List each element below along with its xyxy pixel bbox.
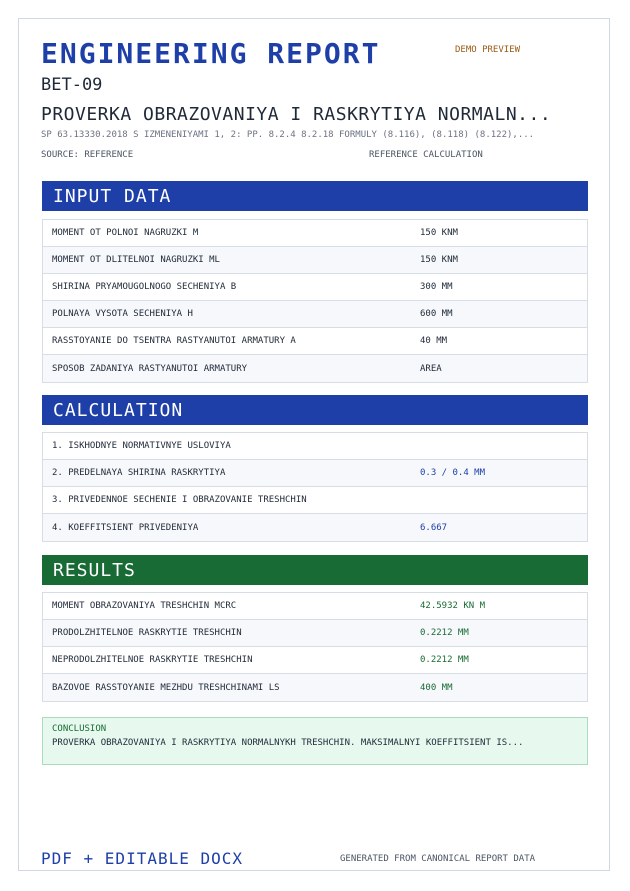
table-row bbox=[43, 514, 587, 541]
row-value: 600 MM bbox=[420, 309, 453, 319]
table-row bbox=[43, 647, 587, 674]
row-value: 40 MM bbox=[420, 336, 448, 346]
row-value: 42.5932 KN M bbox=[420, 601, 486, 611]
row-label: POLNAYA VYSOTA SECHENIYA H bbox=[52, 309, 193, 319]
row-value: 150 KNM bbox=[420, 228, 458, 238]
row-label: PRODOLZHITELNOE RASKRYTIE TRESHCHIN bbox=[52, 628, 242, 638]
row-label: 3. PRIVEDENNOE SECHENIE I OBRAZOVANIE TRESHCHIN bbox=[52, 495, 307, 505]
table-row bbox=[43, 674, 587, 701]
report-code: BET-09 bbox=[41, 75, 103, 95]
row-label: MOMENT OBRAZOVANIYA TRESHCHIN MCRC bbox=[52, 601, 237, 611]
table-row bbox=[43, 247, 587, 274]
reference-calculation-label: REFERENCE CALCULATION bbox=[369, 150, 483, 160]
footer-generated-note: GENERATED FROM CANONICAL REPORT DATA bbox=[340, 854, 536, 864]
row-label: 2. PREDELNAYA SHIRINA RASKRYTIYA bbox=[52, 468, 226, 478]
table-row bbox=[43, 274, 587, 301]
row-value: 300 MM bbox=[420, 282, 453, 292]
input-data-table bbox=[42, 219, 588, 383]
table-row bbox=[43, 620, 587, 647]
row-label: SPOSOB ZADANIYA RASTYANUTOI ARMATURY bbox=[52, 363, 248, 374]
row-label: SHIRINA PRYAMOUGOLNOGO SECHENIYA B bbox=[52, 282, 237, 292]
source-label: SOURCE: REFERENCE bbox=[41, 150, 134, 160]
row-label: BAZOVOE RASSTOYANIE MEZHDU TRESHCHINAMI LS bbox=[52, 682, 280, 693]
row-value: AREA bbox=[420, 363, 442, 374]
table-row bbox=[43, 220, 587, 247]
document-title: PROVERKA OBRAZOVANIYA I RASKRYTIYA NORMALN... bbox=[41, 104, 552, 125]
input-data-heading: INPUT DATA bbox=[42, 181, 588, 211]
row-label: 1. ISKHODNYE NORMATIVNYE USLOVIYA bbox=[52, 441, 231, 451]
table-row bbox=[43, 460, 587, 487]
row-label: MOMENT OT DLITELNOI NAGRUZKI ML bbox=[52, 255, 220, 265]
results-table bbox=[42, 592, 588, 702]
demo-badge: DEMO PREVIEW bbox=[455, 45, 521, 55]
row-value: 0.3 / 0.4 MM bbox=[420, 468, 486, 478]
row-value: 6.667 bbox=[420, 522, 448, 533]
row-label: 4. KOEFFITSIENT PRIVEDENIYA bbox=[52, 522, 199, 533]
row-value: 150 KNM bbox=[420, 255, 458, 265]
table-row bbox=[43, 433, 587, 460]
row-value: 400 MM bbox=[420, 682, 453, 693]
row-value: 0.2212 MM bbox=[420, 655, 469, 665]
row-value: 0.2212 MM bbox=[420, 628, 469, 638]
row-label: RASSTOYANIE DO TSENTRA RASTYANUTOI ARMATURY A bbox=[52, 336, 296, 346]
table-row bbox=[43, 487, 587, 514]
row-label: NEPRODOLZHITELNOE RASKRYTIE TRESHCHIN bbox=[52, 655, 253, 665]
report-title: ENGINEERING REPORT bbox=[41, 37, 381, 70]
table-row bbox=[43, 355, 587, 382]
conclusion-text: PROVERKA OBRAZOVANIYA I RASKRYTIYA NORMALNYKH TRESHCHIN. MAKSIMALNYI KOEFFITSIENT IS... bbox=[52, 738, 524, 748]
conclusion-box bbox=[42, 717, 588, 765]
table-row bbox=[43, 328, 587, 355]
results-heading: RESULTS bbox=[42, 555, 588, 585]
footer-formats: PDF + EDITABLE DOCX bbox=[41, 849, 244, 868]
calculation-table bbox=[42, 432, 588, 542]
calculation-heading: CALCULATION bbox=[42, 395, 588, 425]
row-label: MOMENT OT POLNOI NAGRUZKI M bbox=[52, 228, 199, 238]
norms-reference: SP 63.13330.2018 S IZMENENIYAMI 1, 2: PP. 8.2.4 8.2.18 FORMULY (8.116), (8.118) (8.122),... bbox=[41, 130, 535, 140]
conclusion-label: CONCLUSION bbox=[52, 724, 107, 734]
report-page bbox=[18, 18, 610, 871]
table-row bbox=[43, 593, 587, 620]
table-row bbox=[43, 301, 587, 328]
